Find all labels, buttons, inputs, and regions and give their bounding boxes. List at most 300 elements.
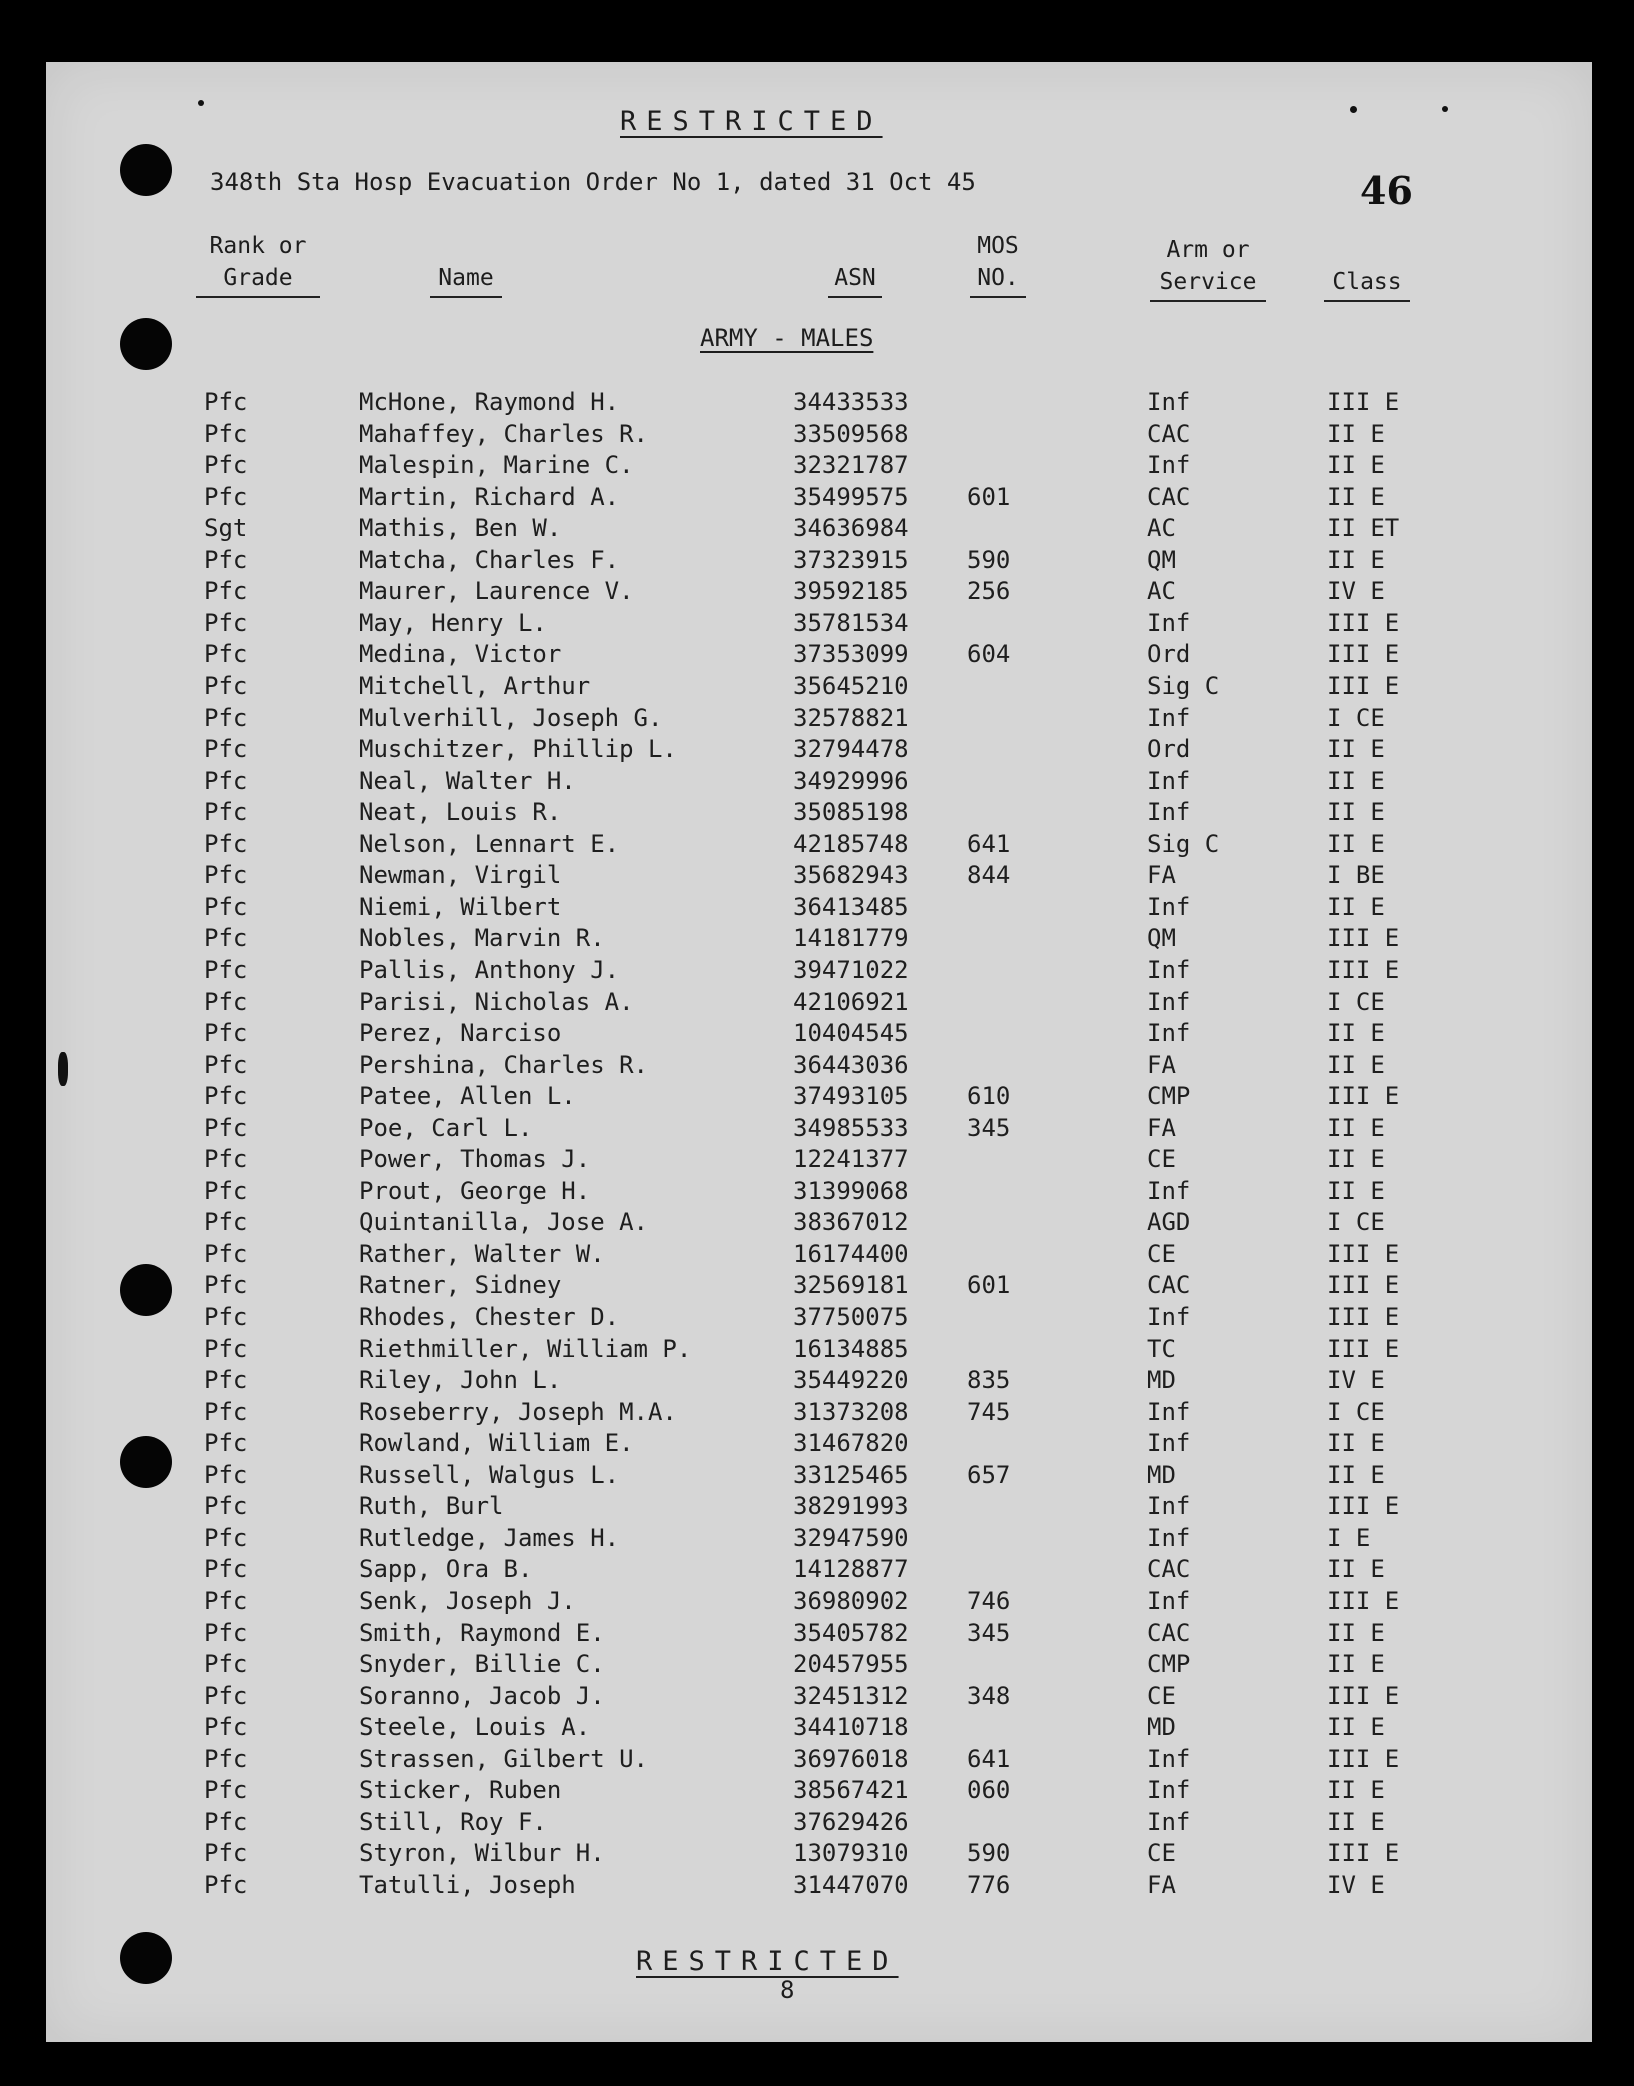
page-number: 46 bbox=[1360, 168, 1413, 213]
cell-arm: Inf bbox=[1147, 955, 1191, 984]
cell-mos: 746 bbox=[967, 1586, 1011, 1615]
cell-asn: 32451312 bbox=[793, 1681, 909, 1710]
table-row bbox=[46, 1303, 1592, 1334]
table-row bbox=[46, 1808, 1592, 1839]
table-row bbox=[46, 1082, 1592, 1113]
cell-rank: Pfc bbox=[204, 1145, 248, 1174]
cell-cls: II E bbox=[1327, 1113, 1385, 1142]
cell-cls: II E bbox=[1327, 1713, 1385, 1742]
cell-name: Senk, Joseph J. bbox=[359, 1586, 576, 1615]
table-row bbox=[46, 1240, 1592, 1271]
cell-mos: 348 bbox=[967, 1681, 1011, 1710]
cell-asn: 14181779 bbox=[793, 924, 909, 953]
cell-asn: 38291993 bbox=[793, 1492, 909, 1521]
cell-asn: 38567421 bbox=[793, 1776, 909, 1805]
cell-name: Rather, Walter W. bbox=[359, 1239, 605, 1268]
table-row bbox=[46, 1145, 1592, 1176]
cell-cls: II E bbox=[1327, 1776, 1385, 1805]
table-row bbox=[46, 1461, 1592, 1492]
cell-name: Pallis, Anthony J. bbox=[359, 955, 620, 984]
asn-header: ASN bbox=[828, 262, 882, 298]
cell-asn: 32794478 bbox=[793, 735, 909, 763]
cell-rank: Pfc bbox=[204, 1839, 248, 1868]
table-row bbox=[46, 924, 1592, 955]
cell-rank: Pfc bbox=[204, 1681, 248, 1710]
cell-rank: Pfc bbox=[204, 482, 248, 511]
cell-cls: II E bbox=[1327, 545, 1385, 574]
cell-rank: Pfc bbox=[204, 1176, 248, 1205]
cell-cls: II E bbox=[1327, 1650, 1385, 1678]
cell-cls: II E bbox=[1327, 482, 1385, 511]
cell-asn: 35682943 bbox=[793, 861, 909, 890]
cell-asn: 16134885 bbox=[793, 1334, 909, 1363]
table-row bbox=[46, 420, 1592, 451]
cell-cls: II E bbox=[1327, 451, 1385, 480]
cell-mos: 776 bbox=[967, 1870, 1011, 1899]
cell-arm: CE bbox=[1147, 1145, 1176, 1174]
cell-rank: Pfc bbox=[204, 1271, 248, 1300]
cell-rank: Pfc bbox=[204, 924, 248, 953]
column-header-name bbox=[430, 262, 502, 298]
cell-cls: III E bbox=[1327, 924, 1400, 953]
cell-cls: III E bbox=[1327, 1082, 1400, 1111]
cell-arm: CMP bbox=[1147, 1082, 1191, 1111]
cell-arm: CAC bbox=[1147, 419, 1191, 448]
cell-rank: Pfc bbox=[204, 640, 248, 669]
cell-mos: 060 bbox=[967, 1776, 1011, 1805]
cell-name: Perez, Narciso bbox=[359, 1019, 562, 1047]
cell-rank: Pfc bbox=[204, 1208, 248, 1237]
cell-cls: II E bbox=[1327, 419, 1385, 448]
cell-name: Snyder, Billie C. bbox=[359, 1650, 605, 1678]
cell-asn: 36443036 bbox=[793, 1050, 909, 1079]
cell-name: Muschitzer, Phillip L. bbox=[359, 735, 677, 763]
cell-mos: 601 bbox=[967, 1271, 1011, 1300]
table-row bbox=[46, 798, 1592, 829]
cell-arm: Inf bbox=[1147, 892, 1191, 921]
cell-mos: 745 bbox=[967, 1397, 1011, 1426]
table-row bbox=[46, 451, 1592, 482]
cell-arm: Inf bbox=[1147, 987, 1191, 1016]
cell-mos: 835 bbox=[967, 1366, 1011, 1395]
cell-rank: Pfc bbox=[204, 766, 248, 795]
cell-cls: I CE bbox=[1327, 1397, 1385, 1426]
cell-mos: 844 bbox=[967, 861, 1011, 890]
cell-name: Riley, John L. bbox=[359, 1366, 562, 1395]
cell-rank: Pfc bbox=[204, 419, 248, 448]
cell-mos: 657 bbox=[967, 1460, 1011, 1489]
cell-name: Sticker, Ruben bbox=[359, 1776, 562, 1805]
cell-arm: Inf bbox=[1147, 703, 1191, 732]
cell-arm: Sig C bbox=[1147, 672, 1220, 700]
cell-arm: Inf bbox=[1147, 1429, 1191, 1458]
cell-arm: AGD bbox=[1147, 1208, 1191, 1237]
cell-cls: III E bbox=[1327, 388, 1400, 416]
cell-rank: Pfc bbox=[204, 1397, 248, 1426]
cell-name: Riethmiller, William P. bbox=[359, 1334, 692, 1363]
cell-asn: 31373208 bbox=[793, 1397, 909, 1426]
cell-cls: III E bbox=[1327, 608, 1400, 637]
cell-asn: 36413485 bbox=[793, 892, 909, 921]
cell-cls: III E bbox=[1327, 1839, 1400, 1868]
cell-rank: Pfc bbox=[204, 1366, 248, 1395]
column-header-class bbox=[1324, 266, 1410, 302]
cell-rank: Pfc bbox=[204, 892, 248, 921]
table-row bbox=[46, 1208, 1592, 1239]
cell-rank: Pfc bbox=[204, 987, 248, 1016]
cell-rank: Pfc bbox=[204, 1870, 248, 1899]
cell-cls: II E bbox=[1327, 892, 1385, 921]
table-row bbox=[46, 1682, 1592, 1713]
cell-name: Mulverhill, Joseph G. bbox=[359, 703, 663, 732]
cell-asn: 36980902 bbox=[793, 1586, 909, 1615]
cell-rank: Pfc bbox=[204, 955, 248, 984]
cell-arm: MD bbox=[1147, 1713, 1176, 1742]
cell-arm: Inf bbox=[1147, 1807, 1191, 1836]
cell-rank: Pfc bbox=[204, 1807, 248, 1836]
table-row bbox=[46, 1398, 1592, 1429]
cell-arm: Ord bbox=[1147, 640, 1191, 669]
cell-name: Maurer, Laurence V. bbox=[359, 577, 634, 606]
cell-rank: Pfc bbox=[204, 451, 248, 480]
cell-asn: 37750075 bbox=[793, 1303, 909, 1331]
cell-asn: 20457955 bbox=[793, 1650, 909, 1678]
cell-arm: CAC bbox=[1147, 1555, 1191, 1584]
table-row bbox=[46, 577, 1592, 608]
cell-arm: Inf bbox=[1147, 1523, 1191, 1552]
cell-asn: 35781534 bbox=[793, 608, 909, 637]
cell-asn: 32578821 bbox=[793, 703, 909, 732]
cell-asn: 37353099 bbox=[793, 640, 909, 669]
cell-rank: Pfc bbox=[204, 608, 248, 637]
cell-arm: CMP bbox=[1147, 1650, 1191, 1678]
table-row bbox=[46, 672, 1592, 703]
cell-name: Power, Thomas J. bbox=[359, 1145, 591, 1174]
cell-rank: Pfc bbox=[204, 1239, 248, 1268]
table-row bbox=[46, 767, 1592, 798]
cell-rank: Pfc bbox=[204, 388, 248, 416]
cell-name: May, Henry L. bbox=[359, 608, 547, 637]
cell-arm: MD bbox=[1147, 1460, 1176, 1489]
cell-asn: 12241377 bbox=[793, 1145, 909, 1174]
cell-name: McHone, Raymond H. bbox=[359, 388, 620, 416]
table-row bbox=[46, 1745, 1592, 1776]
mos-header-line1: MOS bbox=[977, 233, 1019, 259]
table-row bbox=[46, 1271, 1592, 1302]
table-row bbox=[46, 483, 1592, 514]
cell-rank: Pfc bbox=[204, 861, 248, 890]
cell-rank: Pfc bbox=[204, 1019, 248, 1047]
column-header-asn bbox=[828, 262, 882, 298]
cell-rank: Pfc bbox=[204, 1713, 248, 1742]
cell-asn: 39592185 bbox=[793, 577, 909, 606]
arm-header-line1: Arm or bbox=[1166, 237, 1250, 263]
cell-arm: AC bbox=[1147, 514, 1176, 543]
table-row bbox=[46, 956, 1592, 987]
cell-mos: 604 bbox=[967, 640, 1011, 669]
cell-asn: 33509568 bbox=[793, 419, 909, 448]
cell-cls: IV E bbox=[1327, 1870, 1385, 1899]
cell-rank: Pfc bbox=[204, 672, 248, 700]
cell-rank: Pfc bbox=[204, 735, 248, 763]
cell-rank: Pfc bbox=[204, 1492, 248, 1521]
cell-name: Mathis, Ben W. bbox=[359, 514, 562, 543]
cell-mos: 641 bbox=[967, 1744, 1011, 1773]
cell-cls: III E bbox=[1327, 1492, 1400, 1521]
table-row bbox=[46, 1177, 1592, 1208]
table-row bbox=[46, 1839, 1592, 1870]
cell-mos: 641 bbox=[967, 829, 1011, 858]
punch-hole bbox=[120, 144, 172, 196]
cell-name: Steele, Louis A. bbox=[359, 1713, 591, 1742]
table-row bbox=[46, 514, 1592, 545]
cell-cls: II E bbox=[1327, 798, 1385, 827]
cell-cls: II E bbox=[1327, 1145, 1385, 1174]
cell-arm: CAC bbox=[1147, 1271, 1191, 1300]
cell-cls: III E bbox=[1327, 1334, 1400, 1363]
arm-header-line2: Service bbox=[1150, 266, 1266, 302]
cell-arm: FA bbox=[1147, 1870, 1176, 1899]
order-subtitle: 348th Sta Hosp Evacuation Order No 1, dated 31 Oct 45 bbox=[210, 168, 976, 196]
cell-rank: Pfc bbox=[204, 703, 248, 732]
table-row bbox=[46, 388, 1592, 419]
cell-cls: II E bbox=[1327, 1807, 1385, 1836]
cell-asn: 32569181 bbox=[793, 1271, 909, 1300]
speck bbox=[198, 100, 204, 106]
cell-rank: Pfc bbox=[204, 829, 248, 858]
cell-rank: Pfc bbox=[204, 1744, 248, 1773]
cell-rank: Pfc bbox=[204, 1618, 248, 1647]
table-row bbox=[46, 1587, 1592, 1618]
cell-name: Rowland, William E. bbox=[359, 1429, 634, 1458]
document-page bbox=[46, 62, 1592, 2042]
cell-asn: 37493105 bbox=[793, 1082, 909, 1111]
cell-name: Neat, Louis R. bbox=[359, 798, 562, 827]
cell-name: Newman, Virgil bbox=[359, 861, 562, 890]
section-title: ARMY - MALES bbox=[700, 324, 874, 352]
table-row bbox=[46, 1619, 1592, 1650]
cell-arm: Inf bbox=[1147, 608, 1191, 637]
punch-hole bbox=[120, 318, 172, 370]
table-row bbox=[46, 830, 1592, 861]
cell-name: Still, Roy F. bbox=[359, 1807, 547, 1836]
cell-asn: 37629426 bbox=[793, 1807, 909, 1836]
cell-asn: 33125465 bbox=[793, 1460, 909, 1489]
cell-cls: I BE bbox=[1327, 861, 1385, 890]
cell-name: Pershina, Charles R. bbox=[359, 1050, 648, 1079]
cell-asn: 10404545 bbox=[793, 1019, 909, 1047]
cell-name: Quintanilla, Jose A. bbox=[359, 1208, 648, 1237]
cell-name: Strassen, Gilbert U. bbox=[359, 1744, 648, 1773]
cell-rank: Sgt bbox=[204, 514, 248, 543]
cell-rank: Pfc bbox=[204, 577, 248, 606]
cell-arm: CAC bbox=[1147, 482, 1191, 511]
cell-name: Niemi, Wilbert bbox=[359, 892, 562, 921]
cell-asn: 13079310 bbox=[793, 1839, 909, 1868]
cell-cls: III E bbox=[1327, 1239, 1400, 1268]
cell-name: Sapp, Ora B. bbox=[359, 1555, 533, 1584]
cell-arm: CE bbox=[1147, 1839, 1176, 1868]
table-row bbox=[46, 1555, 1592, 1586]
cell-name: Martin, Richard A. bbox=[359, 482, 620, 511]
cell-arm: Inf bbox=[1147, 1397, 1191, 1426]
cell-name: Roseberry, Joseph M.A. bbox=[359, 1397, 677, 1426]
column-header-mos bbox=[970, 230, 1026, 298]
cell-cls: III E bbox=[1327, 1271, 1400, 1300]
cell-cls: II E bbox=[1327, 1460, 1385, 1489]
table-row bbox=[46, 704, 1592, 735]
cell-name: Russell, Walgus L. bbox=[359, 1460, 620, 1489]
table-row bbox=[46, 1650, 1592, 1681]
cell-name: Poe, Carl L. bbox=[359, 1113, 533, 1142]
cell-name: Rhodes, Chester D. bbox=[359, 1303, 620, 1331]
cell-cls: II ET bbox=[1327, 514, 1400, 543]
table-row bbox=[46, 609, 1592, 640]
table-row bbox=[46, 1051, 1592, 1082]
cell-name: Neal, Walter H. bbox=[359, 766, 576, 795]
class-header: Class bbox=[1324, 266, 1410, 302]
table-row bbox=[46, 1524, 1592, 1555]
cell-name: Tatulli, Joseph bbox=[359, 1870, 576, 1899]
cell-arm: Sig C bbox=[1147, 829, 1220, 858]
cell-rank: Pfc bbox=[204, 1523, 248, 1552]
cell-name: Styron, Wilbur H. bbox=[359, 1839, 605, 1868]
table-row bbox=[46, 1776, 1592, 1807]
table-row bbox=[46, 1019, 1592, 1050]
table-row bbox=[46, 1713, 1592, 1744]
cell-arm: MD bbox=[1147, 1366, 1176, 1395]
cell-name: Smith, Raymond E. bbox=[359, 1618, 605, 1647]
cell-rank: Pfc bbox=[204, 1429, 248, 1458]
cell-cls: II E bbox=[1327, 1176, 1385, 1205]
cell-asn: 32321787 bbox=[793, 451, 909, 480]
cell-asn: 34433533 bbox=[793, 388, 909, 416]
cell-asn: 42185748 bbox=[793, 829, 909, 858]
cell-mos: 590 bbox=[967, 545, 1011, 574]
footer-page-number: 8 bbox=[780, 1976, 795, 2004]
cell-arm: FA bbox=[1147, 1050, 1176, 1079]
cell-asn: 31467820 bbox=[793, 1429, 909, 1458]
cell-asn: 38367012 bbox=[793, 1208, 909, 1237]
cell-rank: Pfc bbox=[204, 1334, 248, 1363]
cell-cls: II E bbox=[1327, 829, 1385, 858]
cell-rank: Pfc bbox=[204, 1460, 248, 1489]
rank-header-line1: Rank or bbox=[209, 233, 307, 259]
cell-asn: 34929996 bbox=[793, 766, 909, 795]
cell-cls: II E bbox=[1327, 1429, 1385, 1458]
cell-cls: IV E bbox=[1327, 577, 1385, 606]
cell-cls: III E bbox=[1327, 1744, 1400, 1773]
cell-name: Mitchell, Arthur bbox=[359, 672, 591, 700]
cell-asn: 34636984 bbox=[793, 514, 909, 543]
cell-rank: Pfc bbox=[204, 1650, 248, 1678]
cell-name: Ratner, Sidney bbox=[359, 1271, 562, 1300]
cell-arm: CAC bbox=[1147, 1618, 1191, 1647]
cell-rank: Pfc bbox=[204, 1113, 248, 1142]
cell-asn: 31447070 bbox=[793, 1870, 909, 1899]
cell-name: Medina, Victor bbox=[359, 640, 562, 669]
cell-arm: CE bbox=[1147, 1239, 1176, 1268]
cell-cls: II E bbox=[1327, 1019, 1385, 1047]
cell-arm: FA bbox=[1147, 861, 1176, 890]
cell-cls: III E bbox=[1327, 672, 1400, 700]
cell-arm: TC bbox=[1147, 1334, 1176, 1363]
cell-name: Prout, George H. bbox=[359, 1176, 591, 1205]
cell-rank: Pfc bbox=[204, 798, 248, 827]
cell-arm: QM bbox=[1147, 545, 1176, 574]
table-row bbox=[46, 546, 1592, 577]
cell-rank: Pfc bbox=[204, 545, 248, 574]
cell-arm: Inf bbox=[1147, 1586, 1191, 1615]
cell-asn: 42106921 bbox=[793, 987, 909, 1016]
cell-rank: Pfc bbox=[204, 1050, 248, 1079]
cell-name: Parisi, Nicholas A. bbox=[359, 987, 634, 1016]
cell-arm: QM bbox=[1147, 924, 1176, 953]
rank-header-line2: Grade bbox=[196, 262, 320, 298]
column-header-arm bbox=[1150, 234, 1266, 302]
table-row bbox=[46, 861, 1592, 892]
cell-name: Soranno, Jacob J. bbox=[359, 1681, 605, 1710]
table-row bbox=[46, 1366, 1592, 1397]
table-row bbox=[46, 988, 1592, 1019]
cell-cls: III E bbox=[1327, 640, 1400, 669]
cell-name: Nelson, Lennart E. bbox=[359, 829, 620, 858]
cell-rank: Pfc bbox=[204, 1303, 248, 1331]
cell-arm: Inf bbox=[1147, 1776, 1191, 1805]
table-row bbox=[46, 1429, 1592, 1460]
cell-cls: I E bbox=[1327, 1523, 1371, 1552]
speck bbox=[1350, 106, 1357, 113]
cell-cls: II E bbox=[1327, 1618, 1385, 1647]
cell-arm: Inf bbox=[1147, 1303, 1191, 1331]
restricted-header: RESTRICTED bbox=[620, 106, 883, 137]
cell-arm: AC bbox=[1147, 577, 1176, 606]
cell-cls: III E bbox=[1327, 955, 1400, 984]
cell-mos: 601 bbox=[967, 482, 1011, 511]
cell-arm: Inf bbox=[1147, 1019, 1191, 1047]
cell-asn: 35405782 bbox=[793, 1618, 909, 1647]
cell-asn: 36976018 bbox=[793, 1744, 909, 1773]
cell-name: Mahaffey, Charles R. bbox=[359, 419, 648, 448]
mos-header-line2: NO. bbox=[970, 262, 1026, 298]
cell-asn: 35499575 bbox=[793, 482, 909, 511]
cell-mos: 590 bbox=[967, 1839, 1011, 1868]
cell-cls: I CE bbox=[1327, 987, 1385, 1016]
cell-arm: Inf bbox=[1147, 1492, 1191, 1521]
cell-cls: I CE bbox=[1327, 703, 1385, 732]
cell-name: Ruth, Burl bbox=[359, 1492, 504, 1521]
cell-arm: Inf bbox=[1147, 798, 1191, 827]
cell-asn: 34985533 bbox=[793, 1113, 909, 1142]
column-header-rank bbox=[196, 230, 320, 298]
cell-asn: 35645210 bbox=[793, 672, 909, 700]
table-row bbox=[46, 1335, 1592, 1366]
cell-cls: III E bbox=[1327, 1681, 1400, 1710]
cell-cls: II E bbox=[1327, 1555, 1385, 1584]
cell-rank: Pfc bbox=[204, 1082, 248, 1111]
cell-asn: 35449220 bbox=[793, 1366, 909, 1395]
speck bbox=[1442, 106, 1448, 112]
cell-mos: 345 bbox=[967, 1618, 1011, 1647]
cell-arm: FA bbox=[1147, 1113, 1176, 1142]
cell-cls: II E bbox=[1327, 766, 1385, 795]
cell-cls: III E bbox=[1327, 1586, 1400, 1615]
cell-asn: 16174400 bbox=[793, 1239, 909, 1268]
table-row bbox=[46, 640, 1592, 671]
cell-rank: Pfc bbox=[204, 1555, 248, 1584]
cell-cls: III E bbox=[1327, 1303, 1400, 1331]
cell-arm: Inf bbox=[1147, 1744, 1191, 1773]
